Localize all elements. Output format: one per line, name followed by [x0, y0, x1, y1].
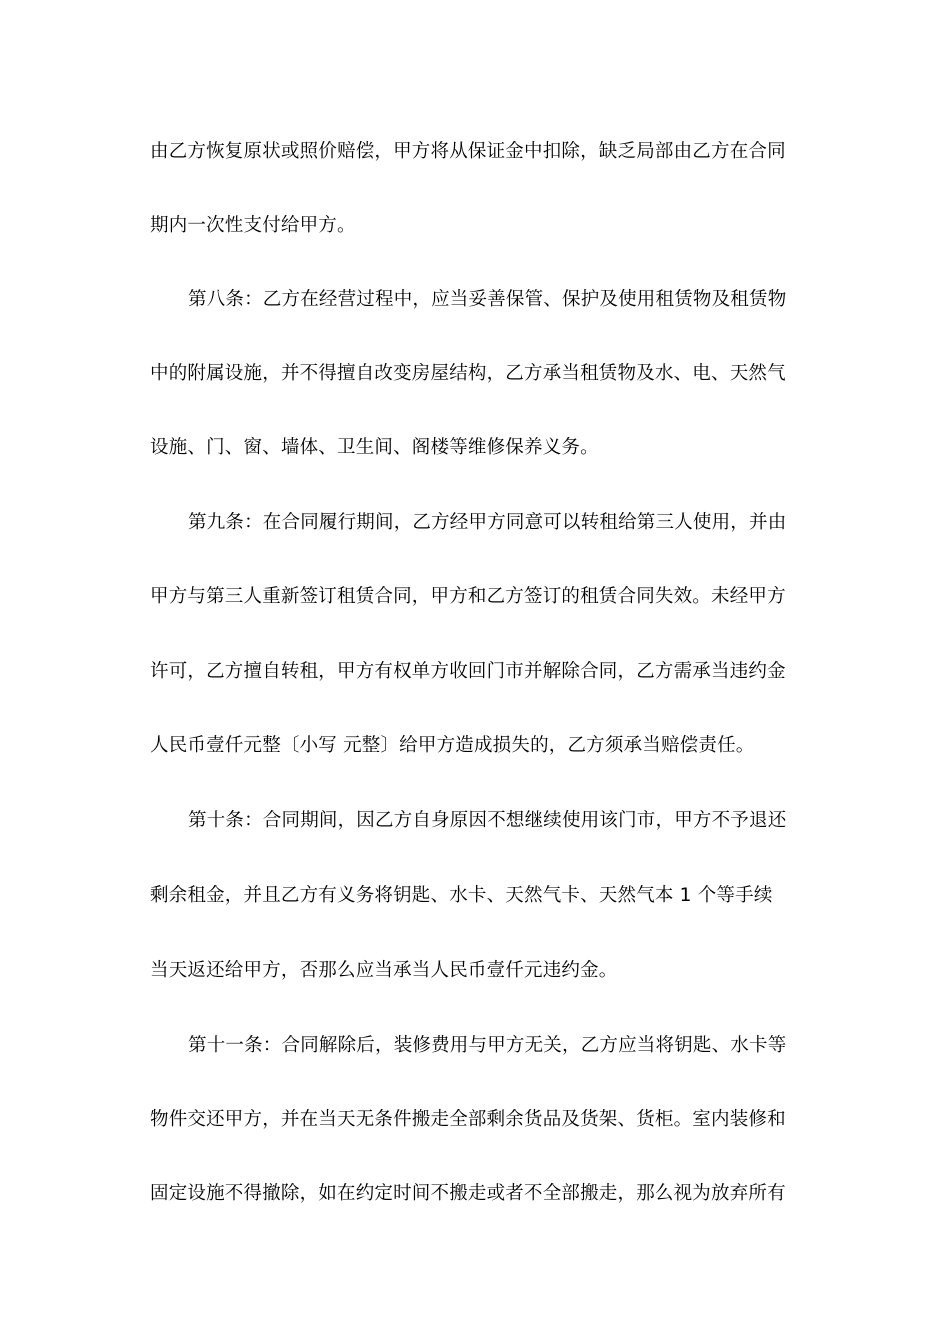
- article-8-heading-line: 第八条：乙方在经营过程中，应当妥善保管、保护及使用租赁物及租赁物: [188, 289, 787, 310]
- article-11-heading-line: 第十一条：合同解除后，装修费用与甲方无关，乙方应当将钥匙、水卡等: [188, 1035, 787, 1056]
- text-line: 设施、门、窗、墙体、卫生间、阁楼等维修保养义务。: [150, 437, 599, 458]
- text-line: 期内一次性支付给甲方。: [150, 215, 356, 236]
- text-line: 人民币壹仟元整〔小写 元整〕给甲方造成损失的，乙方须承当赔偿责任。: [150, 735, 755, 756]
- text-line: 中的附属设施，并不得擅自改变房屋结构，乙方承当租赁物及水、电、天然气: [150, 363, 786, 384]
- text-line: 固定设施不得撤除，如在约定时间不搬走或者不全部搬走，那么视为放弃所有: [150, 1183, 786, 1204]
- article-10-heading-line: 第十条：合同期间，因乙方自身原因不想继续使用该门市，甲方不予退还: [188, 810, 787, 831]
- text-line: 物件交还甲方，并在当天无条件搬走全部剩余货品及货架、货柜。室内装修和: [150, 1109, 786, 1130]
- text-line: 甲方与第三人重新签订租赁合同，甲方和乙方签订的租赁合同失效。未经甲方: [150, 586, 786, 607]
- article-9-heading-line: 第九条：在合同履行期间，乙方经甲方同意可以转租给第三人使用，并由: [188, 512, 787, 533]
- text-line: 当天返还给甲方，否那么应当承当人民币壹仟元违约金。: [150, 960, 618, 981]
- text-line: 剩余租金，并且乙方有义务将钥匙、水卡、天然气卡、天然气本 1 个等手续: [150, 885, 773, 906]
- text-line: 由乙方恢复原状或照价赔偿，甲方将从保证金中扣除，缺乏局部由乙方在合同: [150, 141, 786, 162]
- text-line: 许可，乙方擅自转租，甲方有权单方收回门市并解除合同，乙方需承当违约金: [150, 661, 786, 682]
